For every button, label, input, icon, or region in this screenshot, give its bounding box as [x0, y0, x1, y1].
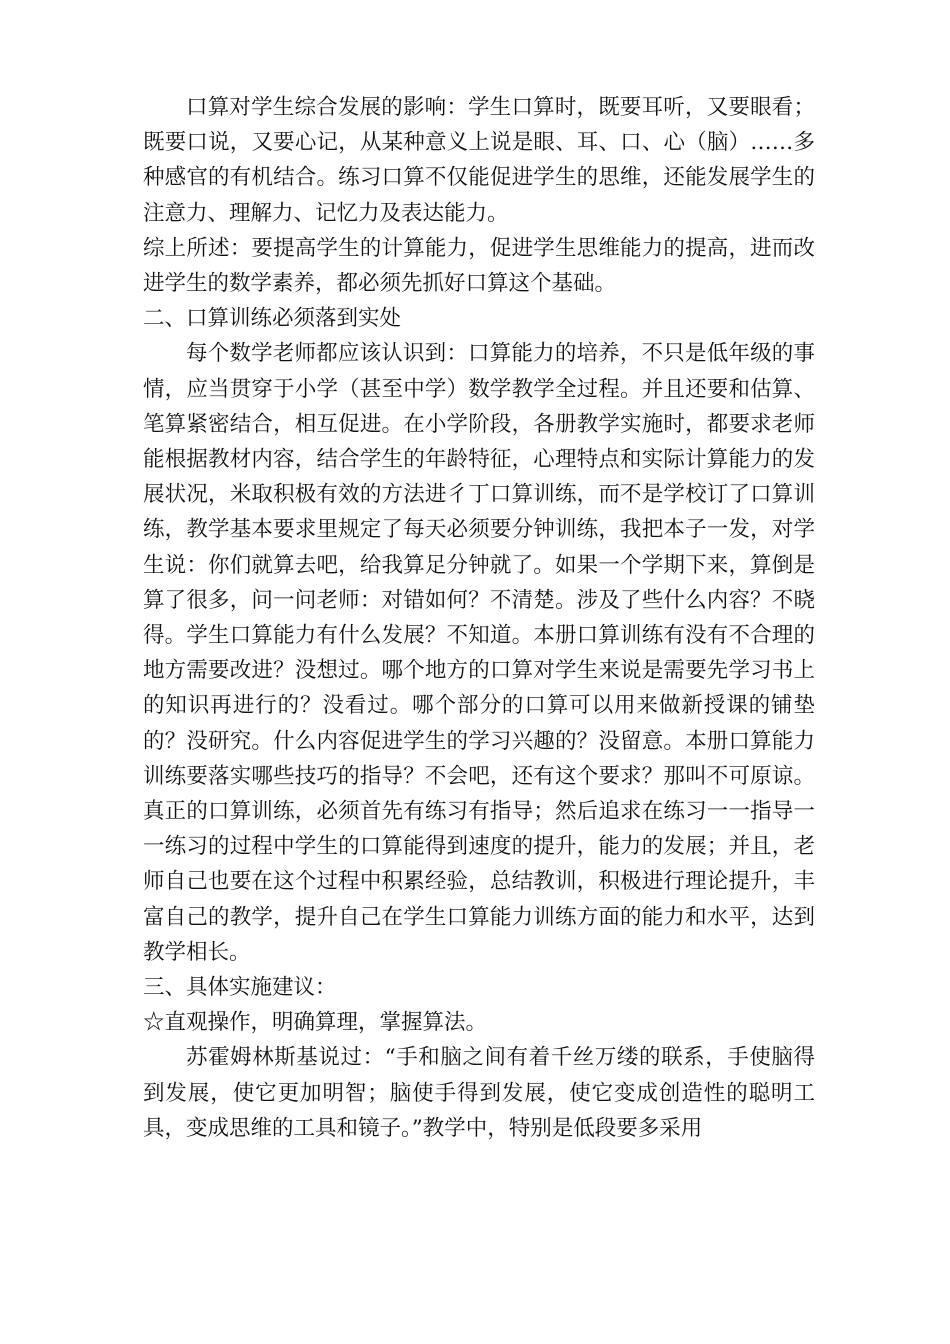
section-heading-2: 二、口算训练必须落到实处: [143, 306, 402, 332]
section-heading-3: 三、具体实施建议：: [143, 975, 337, 1001]
suggestion-heading-1: ☆直观操作，明确算理，掌握算法。: [143, 1010, 488, 1036]
document-page: [143, 90, 815, 1146]
paragraph-oral-calc-impact: 口算对学生综合发展的影响：学生口算时，既要耳听，又要眼看；既要口说，又要心记，从某种意义上说是眼、耳、口、心（脑）……多种感官的有机结合。练习口算不仅能促进学生的思维，还能发展学生的注意力、理解力、记忆力及表达能力。: [143, 95, 815, 226]
paragraph-suggestion-1-body: 苏霍姆林斯基说过：“手和脑之间有着千丝万缕的联系，手使脑得到发展，使它更加明智；脑使手得到发展，使它变成创造性的聪明工具，变成思维的工具和镜子。”教学中，特别是低段要多采用: [143, 1045, 815, 1141]
paragraph-section-2-body: 每个数学老师都应该认识到：口算能力的培养，不只是低年级的事情，应当贯穿于小学（甚至中学）数学教学全过程。并且还要和估算、笔算紧密结合，相互促进。在小学阶段，各册教学实施时，都要求老师能根据教材内容，结合学生的年龄特征，心理特点和实际计算能力的发展状况，米取积极有效的方法进彳丁口算训练，而不是学校订了口算训练，教学基本要求里规定了每天必须要分钟训练，我把本子一发，对学生说：你们就算去吧，给我算足分钟就了。如果一个学期下来，算倒是算了很多，问一问老师：对错如何？不清楚。涉及了些什么内容？不晓得。学生口算能力有什么发展？不知道。本册口算训练有没有不合理的地方需要改进？没想过。哪个地方的口算对学生来说是需要先学习书上的知识再进行的？没看过。哪个部分的口算可以用来做新授课的铺垫的？没研究。什么内容促进学生的学习兴趣的？没留意。本册口算能力训练要落实哪些技巧的指导？不会吧，还有这个要求？那叫不可原谅。真正的口算训练，必须首先有练习有指导；然后追求在练习一一指导一一练习的过程中学生的口算能得到速度的提升，能力的发展；并且，老师自己也要在这个过程中积累经验，总结教训，积极进行理论提升，丰富自己的教学，提升自己在学生口算能力训练方面的能力和水平，达到教学相长。: [143, 341, 815, 965]
paragraph-summary: 综上所述：要提高学生的计算能力，促进学生思维能力的提高，进而改进学生的数学素养，都必须先抓好口算这个基础。: [143, 235, 815, 297]
